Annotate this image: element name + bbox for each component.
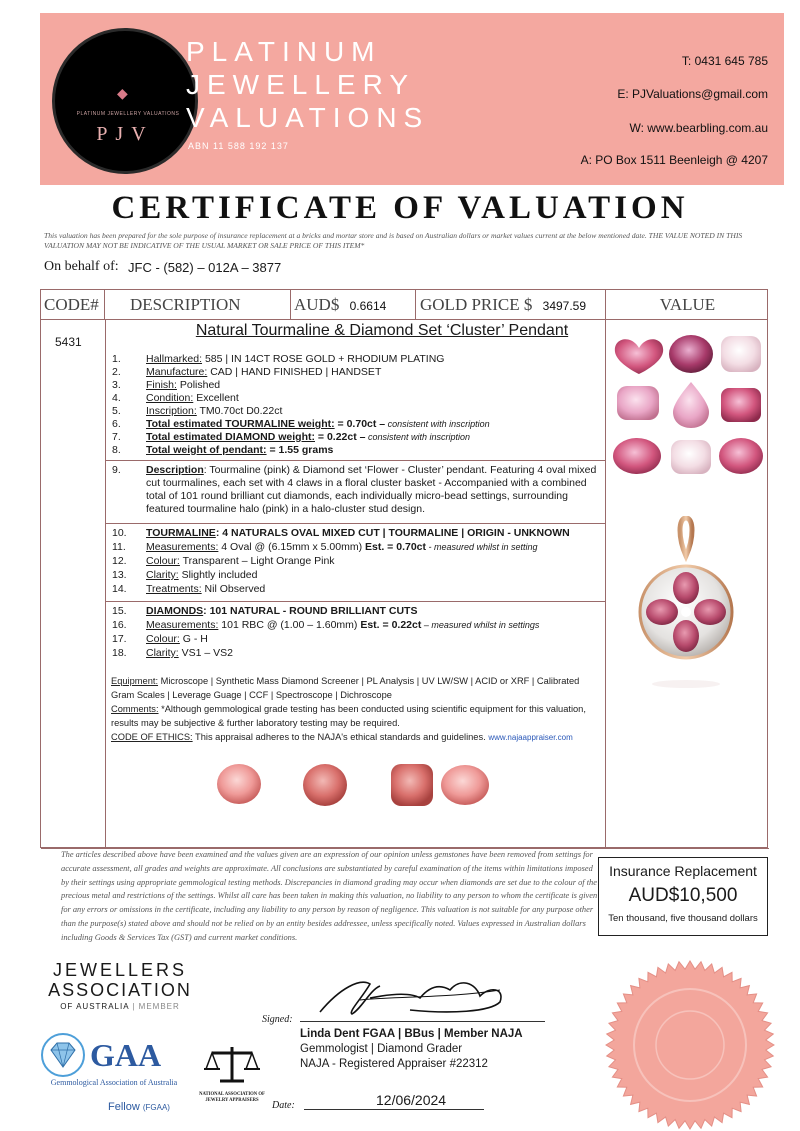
fgaa-text: (FGAA) — [142, 1103, 170, 1112]
pjv-logo — [52, 28, 198, 174]
date-line — [304, 1109, 484, 1110]
stone-photo — [441, 765, 489, 805]
pendant-photo — [636, 516, 746, 716]
signer-name: Linda Dent FGAA | BBus | Member NAJA — [300, 1028, 523, 1040]
insurance-label: Insurance Replacement — [609, 863, 757, 879]
jaa-line-3: OF AUSTRALIA — [60, 1002, 130, 1011]
gaa-letters: GAA — [90, 1037, 162, 1073]
date-label: Date: — [272, 1100, 295, 1111]
gold-value: 3497.59 — [542, 299, 587, 313]
equipment-note: Equipment: Microscope | Synthetic Mass Diamond Screener | PL Analysis | UV LW/SW | ACID or XRF | Calibrated Gram Scales | Leverage Guage | CCF | Spectroscope | Dichroscope — [111, 676, 580, 700]
aud-value: 0.6614 — [349, 299, 387, 313]
brand-line-2: JEWELLERY — [186, 69, 415, 100]
header-banner — [40, 13, 784, 185]
abn-number: ABN 11 588 192 137 — [188, 141, 289, 151]
email: E: PJValuations@gmail.com — [617, 87, 768, 101]
pendant-stone — [646, 599, 678, 625]
jaa-line-1: JEWELLERS — [52, 960, 188, 980]
phone: T: 0431 645 785 — [681, 54, 768, 68]
insurance-amount: AUD$10,500 — [628, 885, 738, 906]
stone-photo — [217, 764, 261, 804]
gaa-full-name: Gemmological Association of Australia — [50, 1078, 178, 1087]
terms-text: The articles described above have been examined and the values given are an expression of our opinion unless gemstones have been removed from settings for accurate assessment, all grades and weights are approximate. All conclusions are substantiated by careful examination of the items within limitations imposed by their settings using appropriate gemmological testing methods. Discrepancies in diamond grading may occur when diamonds are set due to the colour of the precious metal and restrictions of the settings. Whilst all care has been taken in making this valuation, no liability to any person to whom the certificate is given for any errors or omissions in the certificate, including any liability to any person by reason of negligence. This valuation is not suitable for any purpose other than the purpose(s) stated above and should not be relied on by an entity besides addressee, unless specifically noted. Values expressed in Australian dollars including Goods & Services Tax (GST) and current market conditions. — [61, 850, 598, 942]
address: A: PO Box 1511 Beenleigh @ 4207 — [580, 153, 768, 167]
header-aud — [291, 290, 416, 320]
gem-oval — [669, 335, 713, 373]
brand-line-1: PLATINUM — [186, 36, 382, 67]
seal-stamp — [600, 960, 780, 1130]
section-divider — [106, 523, 605, 524]
stone-photos — [211, 756, 491, 814]
brand-name — [186, 35, 429, 134]
stone-photo — [391, 764, 433, 806]
pendant-center-diamond — [681, 607, 691, 617]
brand-line-3: VALUATIONS — [186, 102, 430, 133]
naja-link[interactable]: www.najaappraiser.com — [488, 733, 573, 742]
pendant-stone — [673, 620, 699, 652]
behalf-value: JFC - (582) – 012A – 3877 — [128, 260, 282, 275]
gem-cushion — [721, 336, 761, 372]
gem-cushion — [617, 386, 659, 420]
stone-photo — [303, 764, 347, 806]
insurance-words: Ten thousand, five thousand dollars — [608, 913, 758, 924]
aud-label: AUD$ — [294, 295, 340, 314]
naja-line-1: NATIONAL ASSOCIATION OF — [199, 1092, 265, 1097]
behalf-label: On behalf of: — [44, 259, 119, 274]
gem-oval — [719, 438, 763, 474]
date-value: 12/06/2024 — [376, 1092, 447, 1108]
valuation-table: CODE# DESCRIPTION AUD$ 0.6614 GOLD PRICE $ 3497.59 VALUE 5431 Natural Tourmaline & Diamond Set ‘Cluster’ Pendant 1. Hallmarked: 585 | IN 14CT ROSE GOLD + RHODIUM PLATING 2. Manufacture: CAD | HAND FINISHED | HANDSET 3. Finish: Polished 4. Condition: Excellent 5. Inscription: TM0.70ct D0.22ct 6. Total estimated TOURMALINE weight: = 0.70ct – consistent with inscription 7. Total estimated DIAMOND weight: = 0.22ct – consistent with inscription 8. Total weight of pendant: = 1.55 grams 9. Description: Tourmaline (pink) & Diamond set ‘Flower - Cluster’ pendant. Featuring 4 oval mixed cut tourmalines, each set with 4 claws in a floral cluster basket - Accompanied with a combined total of 101 round brilliant cut diamonds, each individually micro-bead settings, surrounding featured tourmaline halo (pink) in a halo-cluster stud design. 10. TOURMALINE: 4 NATURALS OVAL MIXED CUT | TOURMALINE | ORIGIN - UNKNOWN 11. Measurements: 4 Oval @ (6.15mm x 5.00mm) Est. = 0.70ct - measured whilst in setting 12. Colour: Transparent – Light Orange Pink 13. Clarity: Slightly included 14. Treatments: Nil Observed 15. DIAMONDS: 101 NATURAL - ROUND BRILLIANT CUTS 16. Measurements: 101 RBC @ (1.00 – 1.60mm) Est. = 0.22ct – measured whilst in settings 17. Colour: G - H 18. Clarity: VS1 – VS2 Equipment: Microscope | Synthetic Mass Diamond Screener | PL Analysis | UV LW/SW | ACID or XRF | Calibrated Gram Scales | Leverage Guage | CCF | Spectroscope | Dichroscope Comments: *Although gemmological grade testing has been conducted using scientific equipment for this valuation, results may be subjective & further laboratory testing may be required. CODE OF ETHICS: This appraisal adheres to the NAJA's ethical standards and guidelines. www.najaappraiser.com The articles described above have been examined and the values given are an expression of our opinion unless gemstones have been removed from settings for accurate assessment, all grades and weights are approximate. All conclusions are substantiated by careful examination of the items within limitations imposed by their settings using appropriate gemmological testing methods. Discrepancies in diamond grading may occur when diamonds are set due to the colour of the precious metal and restrictions of the settings. Whilst all care has been taken in making this valuation, no liability to any person to whom the certificate is given for any errors or omissions in the certificate, including any liability to any person by reason of negligence. This valuation is not suitable for any purpose other than the purpose(s) stated above and should not be relied on by an entity besides addressee, unless specifically noted. Values expressed in Australian dollars including Goods & Services Tax (GST) and current market conditions. — [40, 289, 768, 848]
product-title: Natural Tourmaline & Diamond Set ‘Cluster’ Pendant — [195, 322, 569, 339]
header-gold-price — [416, 290, 606, 320]
naja-line-2: JEWELRY APPRAISERS — [205, 1098, 259, 1103]
gem-pear — [673, 382, 709, 428]
jaa-member: MEMBER — [138, 1002, 180, 1011]
gem-oval — [613, 438, 661, 474]
gem-cushion — [721, 388, 761, 422]
logo-letters: PJV — [96, 123, 154, 145]
scales-icon — [200, 1043, 264, 1087]
jaa-line-2: ASSOCIATION — [48, 980, 192, 1000]
signed-label: Signed: — [262, 1014, 293, 1025]
table-header — [41, 290, 767, 320]
naja-logo-text — [184, 1092, 280, 1104]
header-code: CODE# — [41, 290, 105, 320]
fellow-label — [108, 1101, 170, 1113]
column-divider — [605, 320, 606, 848]
header-value: VALUE — [659, 295, 716, 314]
jaa-logo: JEWELLERS ASSOCIATION OF AUSTRALIA | MEMBER — [40, 960, 200, 1011]
comments-note: Comments: *Although gemmological grade testing has been conducted using scientific equipment for this valuation, results may be subjective & further laboratory testing may be required. — [111, 704, 586, 728]
pendant-bail — [680, 518, 692, 556]
pendant-stone — [673, 572, 699, 604]
section-divider — [106, 601, 605, 602]
gold-label: GOLD PRICE $ — [420, 295, 533, 314]
insurance-box — [598, 857, 768, 936]
diamond-icon: ◆ — [117, 85, 128, 101]
ethics-note: CODE OF ETHICS: This appraisal adheres to the NAJA's ethical standards and guidelines. www.najaappraiser.com — [111, 732, 573, 742]
signature-image — [300, 968, 520, 1023]
disclaimer: This valuation has been prepared for the sole purpose of insurance replacement at a bricks and mortar store and is based on Australian dollars or market values current at the below mentioned date. THE VALUE NOTED IN THIS VALUATION MAY NOT BE INDICATIVE OF THE USUAL MARKET OR SALE PRICE OF THIS ITEM* — [44, 231, 743, 250]
item-code: 5431 — [55, 335, 82, 349]
gaa-diamond-icon — [40, 1032, 86, 1078]
logo-subtext: PLATINUM JEWELLERY VALUATIONS — [76, 111, 180, 117]
signer-registration: NAJA - Registered Appraiser #22312 — [300, 1058, 488, 1070]
signer-role: Gemmologist | Diamond Grader — [300, 1043, 463, 1055]
signature-line — [300, 1021, 545, 1022]
fellow-text: Fellow — [108, 1101, 140, 1113]
gemstone-grid — [609, 330, 767, 480]
pendant-stone — [694, 599, 726, 625]
gem-cushion — [671, 440, 711, 474]
website: W: www.bearbling.com.au — [629, 121, 768, 135]
section-divider — [106, 460, 605, 461]
gem-heart — [615, 339, 663, 374]
certificate-title: CERTIFICATE OF VALUATION — [111, 190, 689, 226]
header-description: DESCRIPTION — [105, 290, 291, 320]
column-divider — [105, 320, 106, 848]
